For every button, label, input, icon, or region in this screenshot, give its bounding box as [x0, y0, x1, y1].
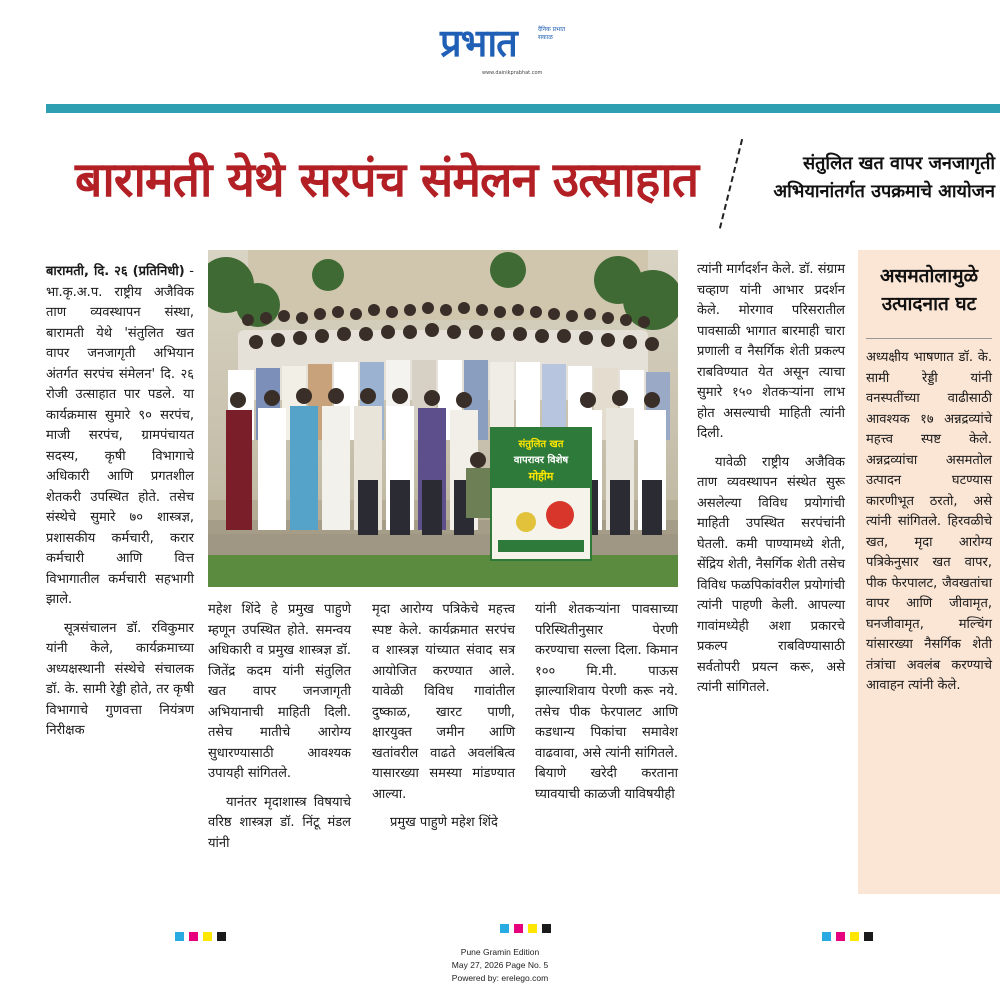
- group-photo-image: [208, 250, 678, 587]
- date-page-label: May 27, 2026 Page No. 5: [451, 960, 549, 970]
- banner-line2: वापरावर विशेष: [513, 455, 569, 466]
- sidebar-heading-line2: उत्पादनात घट: [881, 293, 977, 315]
- cyan-swatch: [822, 932, 831, 941]
- yellow-swatch: [203, 932, 212, 941]
- banner-line3: मोहीम: [528, 470, 554, 483]
- article-column-1: [46, 262, 194, 750]
- article-column-4: [535, 600, 678, 813]
- article-column-5: [697, 260, 845, 707]
- registration-marks-right: [822, 926, 878, 936]
- article-column-2: [208, 600, 351, 862]
- header-rule: [46, 104, 1000, 113]
- edition-label: Pune Gramin Edition: [460, 947, 540, 957]
- magenta-swatch: [836, 932, 845, 941]
- article-paragraph: त्यांनी मार्गदर्शन केले. डॉ. संग्राम चव्हाण यांनी आभार प्रदर्शन केले. मोरगाव परिसरातील पावसाळी भागात बारमाही चारा प्रणाली व नैसर्गिक शेती प्रकल्प राबविण्यात येत असून त्याचा सुमारे १५० शेतकऱ्यांना लाभ होत असल्याची माहिती त्यांनी दिली.: [697, 262, 845, 441]
- masthead-tagline: दैनिक प्रभात सकाळ: [538, 26, 566, 41]
- yellow-swatch: [528, 924, 537, 933]
- article-paragraph: यानंतर मृदाशास्त्र विषयाचे वरिष्ठ शास्त्रज्ञ डॉ. निंटू मंडल यांनी: [208, 794, 351, 851]
- registration-marks-left: [175, 926, 231, 936]
- magenta-swatch: [514, 924, 523, 933]
- cyan-swatch: [175, 932, 184, 941]
- article-paragraph: मृदा आरोग्य पत्रिकेचे महत्त्व स्पष्ट केले. कार्यक्रमात सरपंच व शास्त्रज्ञ यांच्यात संवाद सत्र आयोजित करण्यात आले. यावेळी विविध गावांतील दुष्काळ, खारट पाणी, क्षारयुक्त जमीन आणि खतांवरील वाढते अवलंबित्व यासारख्या समस्या मांडण्यात आल्या.: [372, 602, 515, 802]
- sidebar-heading: [866, 262, 992, 318]
- article-paragraph: यांनी शेतकऱ्यांना पावसाच्या परिस्थितीनुसार पेरणी करण्याचा सल्ला दिला. किमान १०० मि.मी. पाऊस झाल्याशिवाय पेरणी करू नये. तसेच पीक फेरपालट आणि कडधान्य पिकांचा समावेश वाढवावा, असे त्यांनी सांगितले. बियाणे खरेदी करताना घ्यावयाची काळजी याविषयीही: [535, 602, 678, 802]
- masthead-url: www.dainikprabhat.com: [482, 70, 543, 76]
- black-swatch: [217, 932, 226, 941]
- article-paragraph: सूत्रसंचालन डॉ. रविकुमार यांनी केले, कार्यक्रमाच्या अध्यक्षस्थानी संस्थेचे संचालक डॉ. के. सामी रेड्डी होते, तर कृषी विभागाचे गुणवत्ता नियंत्रण निरीक्षक: [46, 620, 194, 738]
- group-photo: [208, 250, 678, 587]
- sidebar-heading-line1: असमतोलामुळे: [879, 265, 979, 287]
- magenta-swatch: [189, 932, 198, 941]
- registration-marks-center: [500, 918, 556, 928]
- page-footer: [400, 946, 600, 985]
- banner-line1: संतुलित खत: [518, 439, 564, 450]
- campaign-banner: [491, 428, 591, 560]
- secondary-headline-line1: संतुलित खत वापर जनजागृती: [802, 153, 995, 174]
- dateline: बारामती, दि. २६ (प्रतिनिधी): [46, 264, 185, 279]
- article-paragraph: प्रमुख पाहुणे महेश शिंदे: [390, 815, 498, 830]
- article-paragraph: [46, 262, 194, 611]
- article-column-3: [372, 600, 515, 842]
- secondary-headline-line2: अभियानांतर्गत उपक्रमाचे आयोजन: [773, 181, 995, 202]
- article-text: - भा.कृ.अ.प. राष्ट्रीय अजैविक ताण व्यवस्थापन संस्था, बारामती येथे 'संतुलित खत वापर जनजागृती अभियान अंतर्गत सरपंच संमेलन' दि. २६ रोजी उत्साहात पार पडले. या कार्यक्रमास सुमारे ९० सरपंच, माजी सरपंच, ग्रामपंचायत सदस्य, कृषी विभागाचे अधिकारी आणि प्रगतशील शेतकरी उपस्थित होते. तसेच संस्थेचे सुमारे ७० शास्त्रज्ञ, प्रशासकीय कर्मचारी, करार कर्मचारी आणि वित्त विभागातील कर्मचारी सहभागी झाले.: [46, 264, 194, 607]
- secondary-headline: [745, 150, 995, 206]
- black-swatch: [864, 932, 873, 941]
- headline-separator: [719, 139, 745, 229]
- black-swatch: [542, 924, 551, 933]
- sidebar-divider: [866, 338, 992, 339]
- cyan-swatch: [500, 924, 509, 933]
- masthead: [440, 20, 570, 80]
- masthead-logo: प्रभात: [440, 21, 517, 65]
- article-paragraph: महेश शिंदे हे प्रमुख पाहुणे म्हणून उपस्थित होते. समन्वय अधिकारी व प्रमुख शास्त्रज्ञ डॉ. जितेंद्र कदम यांनी संतुलित खत वापर जनजागृती अभियानाची माहिती दिली. तसेच मातीचे आरोग्य सुधारण्यासाठी आवश्यक उपायही सांगितले.: [208, 602, 351, 781]
- sidebar-paragraph: अध्यक्षीय भाषणात डॉ. के. सामी रेड्डी यांनी वनस्पतींच्या वाढीसाठी आवश्यक १७ अन्नद्रव्यांचे महत्त्व स्पष्ट केले. अन्नद्रव्यांचा असमतोल उत्पादन घटण्यास कारणीभूत ठरतो, असे त्यांनी सांगितले. हिरवळीचे खत, मृदा आरोग्य पत्रिकेनुसार खत वापर, पीक फेरपालट, जैवखतांचा वापर आणि जीवामृत, घनजीवामृत, मल्चिंग यांसारख्या नैसर्गिक शेती तंत्रांचा अवलंब करण्याचे आवाहन त्यांनी केले.: [866, 350, 992, 693]
- article-paragraph: यावेळी राष्ट्रीय अजैविक ताण व्यवस्थापन संस्थेत सुरू असलेल्या विविध प्रयोगांची माहिती उपस्थित सरपंचांनी घेतली. कमी पाण्यामध्ये शेती, सेंद्रिय शेती, नैसर्गिक शेती तसेच विविध फळपिकांवरील प्रयोगांची त्यांनी पाहणी केली. आपल्या गावांमध्येही अशा प्रकारचे प्रकल्प राबविण्यासाठी सर्वतोपरी प्रयत्न करू, असे त्यांनी सांगितले.: [697, 454, 845, 695]
- main-headline: बारामती येथे सरपंच संमेलन उत्साहात: [75, 152, 699, 208]
- sidebar-body: [866, 348, 992, 705]
- powered-by-label: Powered by: erelego.com: [451, 973, 549, 983]
- yellow-swatch: [850, 932, 859, 941]
